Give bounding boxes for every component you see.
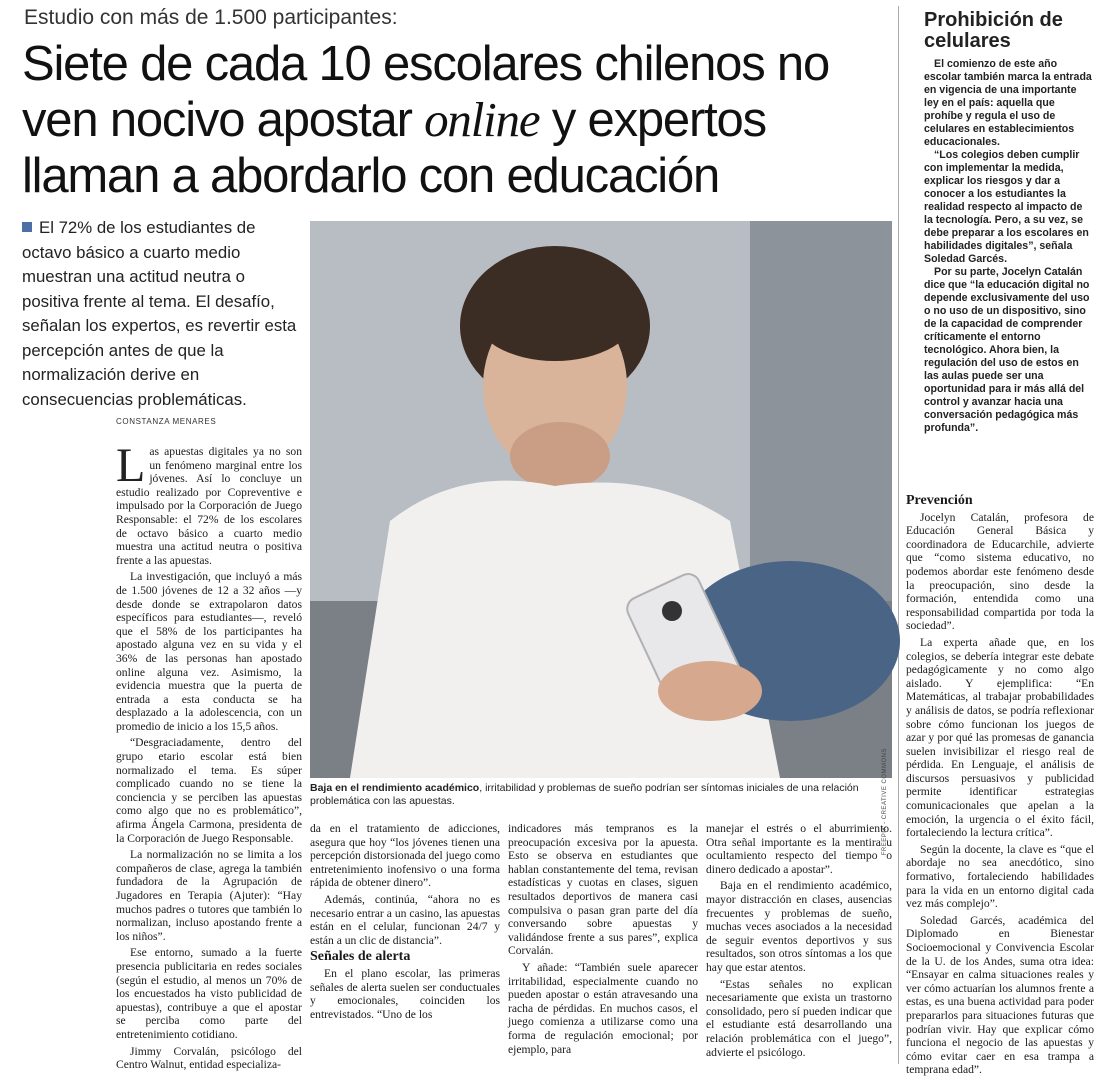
- article-paragraph: Ese entorno, sumado a la fuerte presencia publicitaria en redes sociales (según el estudio, al menos un 70% de los encuestados ha visto publicidad de apuestas), contribuye a que el apostar se perciba como parte del entretenimiento cotidiano.: [116, 946, 302, 1041]
- article-paragraph: “Estas señales no explican necesariamente que exista un trastorno consolidado, pero sí pueden indicar que el estudiante está desarrollando una relación problemática con el juego”, advierte el psicólogo.: [706, 977, 892, 1059]
- caption-bold: Baja en el rendimiento académico: [310, 782, 480, 794]
- sidebar-paragraph: “Los colegios deben cumplir con implementar la medida, explicar los riesgos y dar a conocer a los estudiantes la realidad respecto al impacto de la tecnología. Pero, a su vez, se debe preparar a los escolares en habilidades digitales”, señala Soledad Garcés.: [924, 149, 1089, 265]
- headline-part2: y expertos llaman a abordarlo con educación: [22, 93, 766, 203]
- lead-square-icon: [22, 222, 32, 232]
- article-paragraph: La normalización no se limita a los compañeros de clase, agrega la también fundadora de la Agrupación de Jugadores en Terapia (Ajuter): “Hay muchos padres o tutores que también lo normalizan, incluso apostando frente a los niños”.: [116, 848, 302, 943]
- article-paragraph: indicadores más tempranos es la preocupación excesiva por la apuesta. Esto se observa en estudiantes que hablan constantemente del tema, revisan estadísticas y cuotas en clases, siguen resultados deportivos de manera casi compulsiva o pasan gran parte del día conversando sobre apuestas y validándose frente a sus pares”, explica Corvalán.: [508, 822, 698, 958]
- caption-text: , irritabilidad y problemas de sueño podrían ser síntomas iniciales de una relación problemática con las apuestas.: [310, 782, 859, 807]
- article-paragraph: “Desgraciadamente, dentro del grupo etario escolar está bien normalizado el tema. Es súper complicado cuando no se tiene la conciencia y se perciben las apuestas como algo que no es problemático”, afirma Ángela Carmona, presidenta de la Corporación de Juego Responsable.: [116, 736, 302, 845]
- teen-with-phone-illustration: [310, 221, 892, 778]
- lead-text: El 72% de los estudiantes de octavo básico a cuarto medio muestran una actitud neutra o positiva frente al tema. El desafío, señalan los expertos, es revertir esta percepción antes de que la normalización derive en consecuencias problemáticas.: [22, 218, 297, 409]
- article-paragraph: Según la docente, la clave es “que el abordaje no sea anecdótico, sino formativo, fortaleciendo habilidades para la vida en un entorno digital cada vez más complejo”.: [906, 842, 1094, 911]
- sidebar-title: Prohibición de celulares: [924, 9, 1063, 52]
- sidebar-box: [924, 58, 1092, 435]
- article-paragraph: da en el tratamiento de adicciones, asegura que hoy “los jóvenes tienen una percepción distorsionada del juego como entretenimiento inofensivo o una forma rápida de obtener dinero”.: [310, 822, 500, 890]
- article-paragraph: Soledad Garcés, académica del Diplomado en Bienestar Socioemocional y Convivencia Escolar de la U. de los Andes, suma otra idea: “Ensayar en calma situaciones reales y ver cómo actuarían los alumnos frente a estas, es una buena actividad para poder prepararlos para situaciones futuras que podrían vivir. Hay que explicar cómo funciona el negocio de las apuestas y cómo evitar caer en esa trampa a temprana edad”.: [906, 913, 1094, 1077]
- headline: [22, 36, 882, 204]
- article-paragraph: En el plano escolar, las primeras señales de alerta suelen ser conductuales y emocionales, coinciden los entrevistados. “Uno de los: [310, 966, 500, 1021]
- article-paragraph: [116, 439, 302, 567]
- article-paragraph: Baja en el rendimiento académico, mayor distracción en clases, ausencias frecuentes y problemas de sueño, muchas veces asociados a la necesidad de seguir eventos deportivos y sus resultados, son otros síntomas a los que hay que estar atentos.: [706, 879, 892, 974]
- lead-paragraph: [22, 216, 300, 412]
- sidebar-paragraph: El comienzo de este año escolar también marca la entrada en vigencia de una importante ley en el país: aquella que prohíbe y regula el uso de celulares en establecimientos educacionales.: [924, 58, 1092, 148]
- subhead-prevencion: Prevención: [906, 493, 973, 508]
- kicker: Estudio con más de 1.500 participantes:: [24, 6, 398, 29]
- article-text: as apuestas digitales ya no son un fenómeno marginal entre los jóvenes. Así lo concluye un estudio realizado por Copreventive e impulsado por la Corporación de Juego Responsable: el 72% de los escolares de octavo básico a cuarto medio muestra una actitud neutra o positiva frente a las apuestas.: [116, 445, 302, 567]
- article-column-5: [906, 494, 1094, 1080]
- article-paragraph: La investigación, que incluyó a más de 1.500 jóvenes de 12 a 32 años —y desde donde se extrapolaron datos específicos para estudiantes—, reveló que el 58% de los participantes ha apostado alguna vez en su vida y el 36% de las personas han apostado online alguna vez. Asimismo, la evidencia muestra que la puerta de entrada a esta conducta se ha desplazado a la adolescencia, con un promedio de inicio a los 15,5 años.: [116, 570, 302, 733]
- byline: CONSTANZA MENARES: [116, 417, 217, 426]
- article-column-1: [116, 439, 302, 1075]
- article-paragraph: Jocelyn Catalán, profesora de Educación General Básica y coordinadora de Educarchile, advierte que “como sistema educativo, no podemos abordar este fenómeno desde la preocupación, sino desde la formación, entendida como una responsabilidad compartida por toda la sociedad”.: [906, 510, 1094, 633]
- article-paragraph: La experta añade que, en los colegios, se debería integrar este debate pedagógicamente y no como algo aislado. Y ejemplifica: “En Matemáticas, al trabajar probabilidades y análisis de datos, se podría reflexionar sobre cómo funcionan los juegos de azar y por qué las promesas de ganancia suelen invisibilizar el riesgo real de pérdida. En Lenguaje, el análisis de discursos persuasivos y publicidad permite identificar estrategias comunicacionales que apelan a la emoción, la urgencia o el éxito fácil, fortaleciendo la lectura crítica”.: [906, 635, 1094, 840]
- headline-part1: Siete de cada 10 escolares chilenos no ven nocivo apostar: [22, 37, 830, 147]
- article-paragraph: Jimmy Corvalán, psicólogo del Centro Walnut, entidad especializa-: [116, 1044, 302, 1072]
- article-column-2: [310, 822, 500, 1024]
- photo-credit: FREEPIK - CREATIVE COMMONS: [882, 748, 888, 856]
- article-column-4: [706, 822, 892, 1062]
- dropcap: L: [116, 439, 146, 492]
- column-divider: [898, 6, 899, 1064]
- article-column-3: [508, 822, 698, 1059]
- subhead-senales: Señales de alerta: [310, 949, 411, 965]
- article-paragraph: Además, continúa, “ahora no es necesario entrar a un casino, las apuestas están en el celular, funcionan 24/7 y están a un clic de distancia”.: [310, 892, 500, 947]
- article-paragraph: manejar el estrés o el aburrimiento. Otra señal importante es la mentira u ocultamiento respecto del tiempo o dinero dedicado a apostar”.: [706, 822, 892, 876]
- photo-caption: [310, 782, 892, 808]
- sidebar-paragraph: Por su parte, Jocelyn Catalán dice que “la educación digital no depende exclusivamente del uso o no uso de un dispositivo, sino de la capacidad de comprender críticamente el entorno tecnológico. Ahora bien, la regulación del uso de estos en las aulas puede ser una oportunidad para ir más allá del control y avanzar hacia una conversación pedagógica más profunda”.: [924, 266, 1090, 434]
- headline-italic: online: [424, 92, 540, 147]
- article-paragraph: Y añade: “También suele aparecer irritabilidad, especialmente cuando no pueden apostar o están atravesando una racha de pérdidas. En muchos casos, el juego comienza a utilizarse como una forma de regulación emocional; por ejemplo, para: [508, 960, 698, 1056]
